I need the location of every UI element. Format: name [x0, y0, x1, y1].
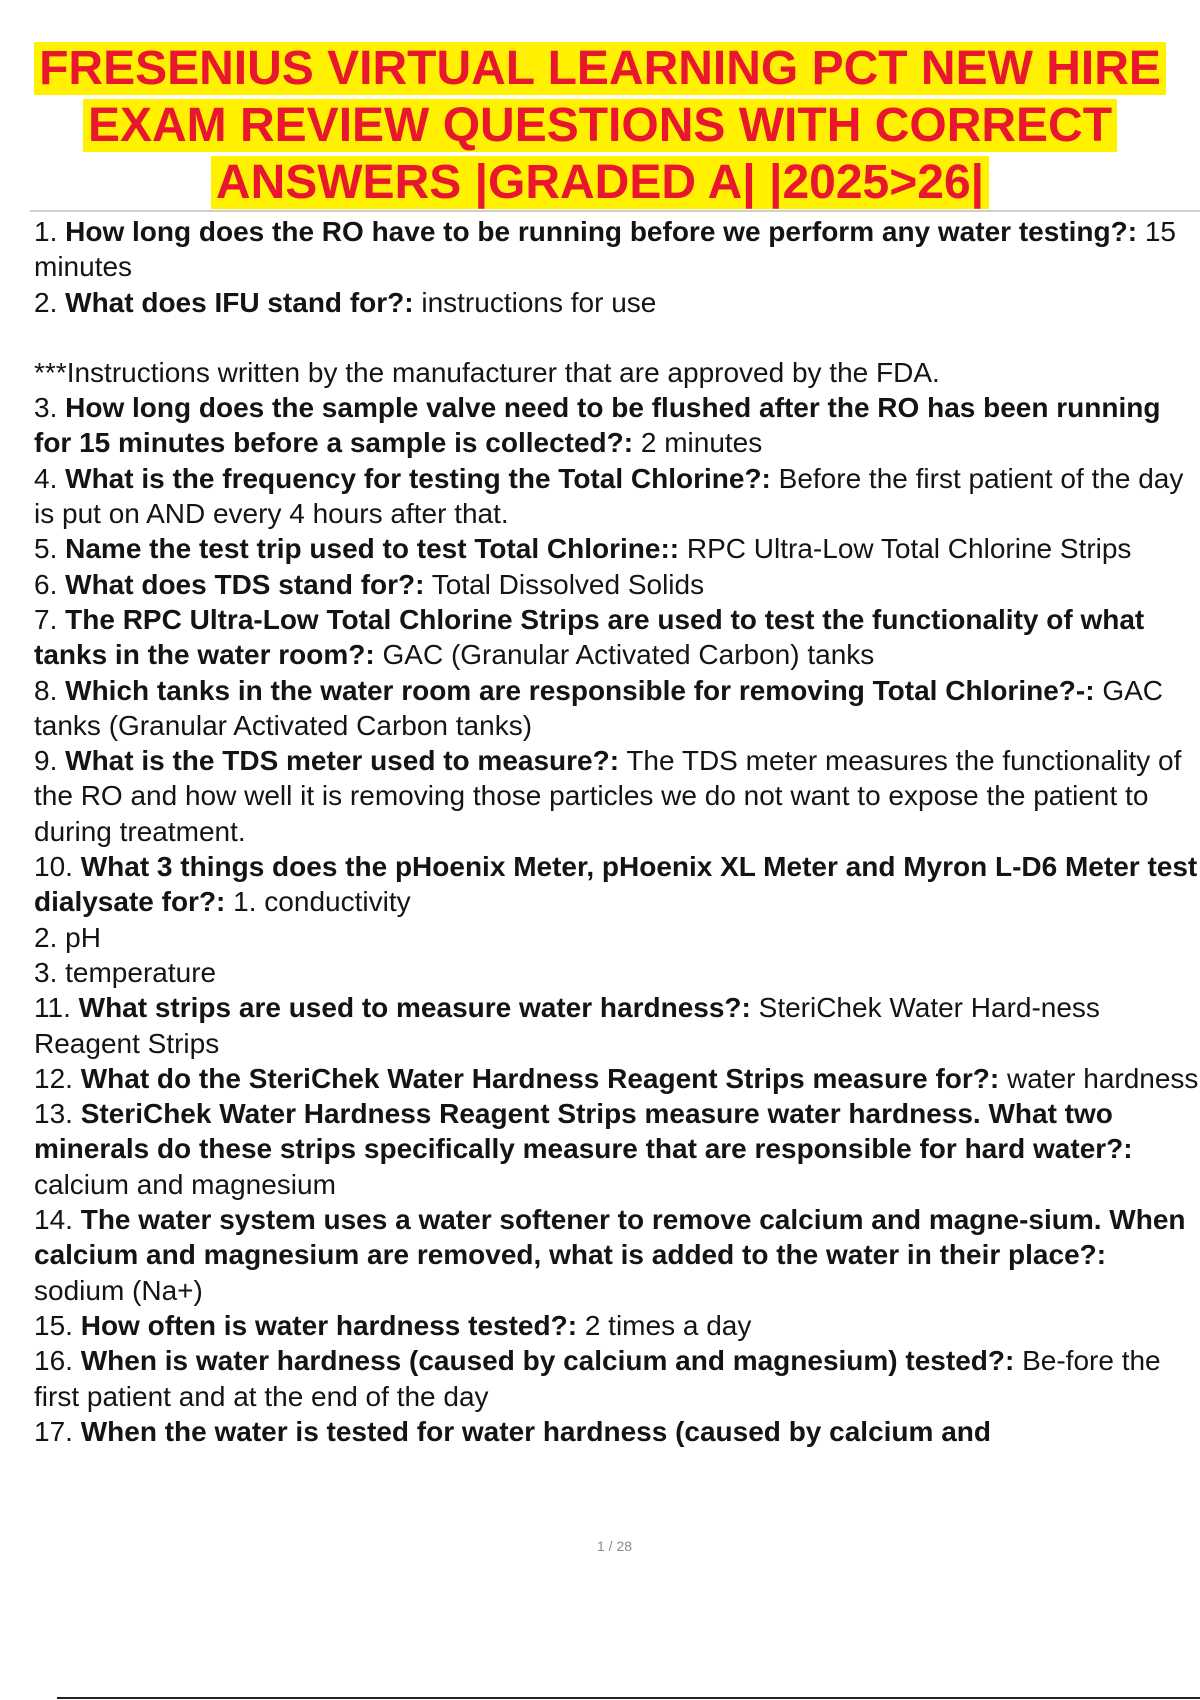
qa-item-14 — [34, 1202, 1200, 1308]
title-divider — [30, 210, 1200, 212]
qa-item-7 — [34, 602, 1200, 673]
page-number: 1 / 28 — [596, 1538, 633, 1554]
qa-number: 17. — [34, 1415, 73, 1447]
qa-question: What does IFU stand for?: — [65, 286, 414, 318]
qa-number: 14. — [34, 1204, 73, 1236]
document-title-text: FRESENIUS VIRTUAL LEARNING PCT NEW HIRE EXAM REVIEW QUESTIONS WITH CORRECT ANSWERS |GRADED A| |2025>26| — [34, 42, 1166, 209]
qa-answer: Be-fore the first patient and at the end of the day — [34, 1345, 1161, 1412]
qa-item-10 — [34, 849, 1200, 990]
qa-number: 4. — [34, 462, 58, 494]
qa-item-16 — [34, 1343, 1200, 1414]
document-title — [20, 40, 1180, 211]
qa-question: How long does the sample valve need to be flushed after the RO has been running for 15 minutes before a sample is collected?: — [34, 392, 1161, 459]
qa-number: 5. — [34, 533, 58, 565]
qa-question: How often is water hardness tested?: — [80, 1309, 578, 1341]
qa-item-3 — [34, 390, 1200, 461]
qa-item-13 — [34, 1096, 1200, 1202]
qa-answer: Before the first patient of the day is put on AND every 4 hours after that. — [34, 462, 1184, 530]
qa-question: How long does the RO have to be running before we perform any water testing?: — [65, 216, 1138, 247]
qa-question: What 3 things does the pHoenix Meter, pHoenix XL Meter and Myron L-D6 Meter test dialysate for?: — [34, 851, 1198, 918]
qa-number: 8. — [34, 674, 58, 706]
qa-number: 3. — [34, 392, 58, 424]
qa-item-17 — [34, 1414, 1200, 1449]
page-bottom-rule — [57, 1697, 1200, 1699]
qa-item-2 — [34, 285, 1200, 320]
qa-question: What do the SteriChek Water Hardness Reagent Strips measure for?: — [80, 1062, 1000, 1094]
qa-question: Which tanks in the water room are responsible for removing Total Chlorine?-: — [65, 674, 1095, 706]
qa-answer: 1. conductivity 2. pH 3. temperature — [34, 886, 411, 988]
qa-item-15 — [34, 1308, 1200, 1343]
qa-item-1 — [34, 214, 1200, 285]
qa-answer: RPC Ultra-Low Total Chlorine Strips — [686, 533, 1132, 565]
qa-answer: sodium (Na+) — [34, 1274, 203, 1306]
qa-question: What is the TDS meter used to measure?: — [65, 745, 620, 777]
qa-question: What does TDS stand for?: — [65, 568, 425, 600]
qa-number: 12. — [34, 1062, 73, 1094]
qa-answer: SteriChek Water Hard-ness Reagent Strips — [34, 992, 1100, 1059]
qa-item-5 — [34, 531, 1200, 566]
qa-item-6 — [34, 567, 1200, 602]
qa-number: 7. — [34, 603, 58, 635]
qa-answer: The TDS meter measures the functionality of the RO and how well it is removing those particles we do not want to expose the patient to during treatment. — [34, 745, 1182, 847]
qa-number: 13. — [34, 1098, 73, 1130]
qa-question: The water system uses a water softener to remove calcium and magne-sium. When calcium and magnesium are removed, what is added to the water in their place?: — [34, 1204, 1186, 1271]
qa-item-12 — [34, 1061, 1200, 1096]
qa-answer: Total Dissolved Solids — [431, 568, 705, 600]
qa-answer: instructions for use — [421, 286, 657, 318]
qa-number: 1. — [34, 216, 58, 247]
qa-note — [34, 355, 1200, 390]
qa-item-8 — [34, 673, 1200, 744]
qa-answer: 2 times a day — [584, 1309, 752, 1341]
question-answer-list — [34, 214, 1200, 1449]
qa-question: SteriChek Water Hardness Reagent Strips measure water hardness. What two minerals do these strips specifically measure that are responsible for hard water?: — [34, 1098, 1133, 1165]
qa-answer: GAC tanks (Granular Activated Carbon tanks) — [34, 674, 1164, 741]
qa-item-11 — [34, 990, 1200, 1061]
qa-question: The RPC Ultra-Low Total Chlorine Strips are used to test the functionality of what tanks in the water room?: — [34, 603, 1145, 671]
qa-question: What strips are used to measure water hardness?: — [78, 992, 751, 1024]
qa-number: 9. — [34, 745, 58, 777]
qa-question: When is water hardness (caused by calcium and magnesium) tested?: — [80, 1345, 1015, 1377]
qa-item-4 — [34, 461, 1200, 532]
qa-answer: GAC (Granular Activated Carbon) tanks — [382, 639, 875, 671]
qa-answer: 15 minutes — [34, 216, 1176, 283]
qa-number: 10. — [34, 851, 73, 883]
paragraph-gap — [34, 320, 1200, 355]
qa-question: What is the frequency for testing the Total Chlorine?: — [65, 462, 771, 494]
qa-answer: 2 minutes — [640, 427, 763, 459]
qa-number: 16. — [34, 1345, 73, 1377]
qa-number: 6. — [34, 568, 58, 600]
qa-answer: water hardness — [1007, 1062, 1199, 1094]
qa-number: 15. — [34, 1309, 73, 1341]
qa-number: 11. — [34, 992, 71, 1024]
qa-question: Name the test trip used to test Total Chlorine:: — [65, 533, 680, 565]
qa-number: 2. — [34, 286, 58, 318]
qa-question: When the water is tested for water hardness (caused by calcium and — [80, 1415, 991, 1447]
qa-answer: calcium and magnesium — [34, 1168, 336, 1200]
qa-item-9 — [34, 743, 1200, 849]
qa-note-text: ***Instructions written by the manufacturer that are approved by the FDA. — [34, 356, 940, 388]
